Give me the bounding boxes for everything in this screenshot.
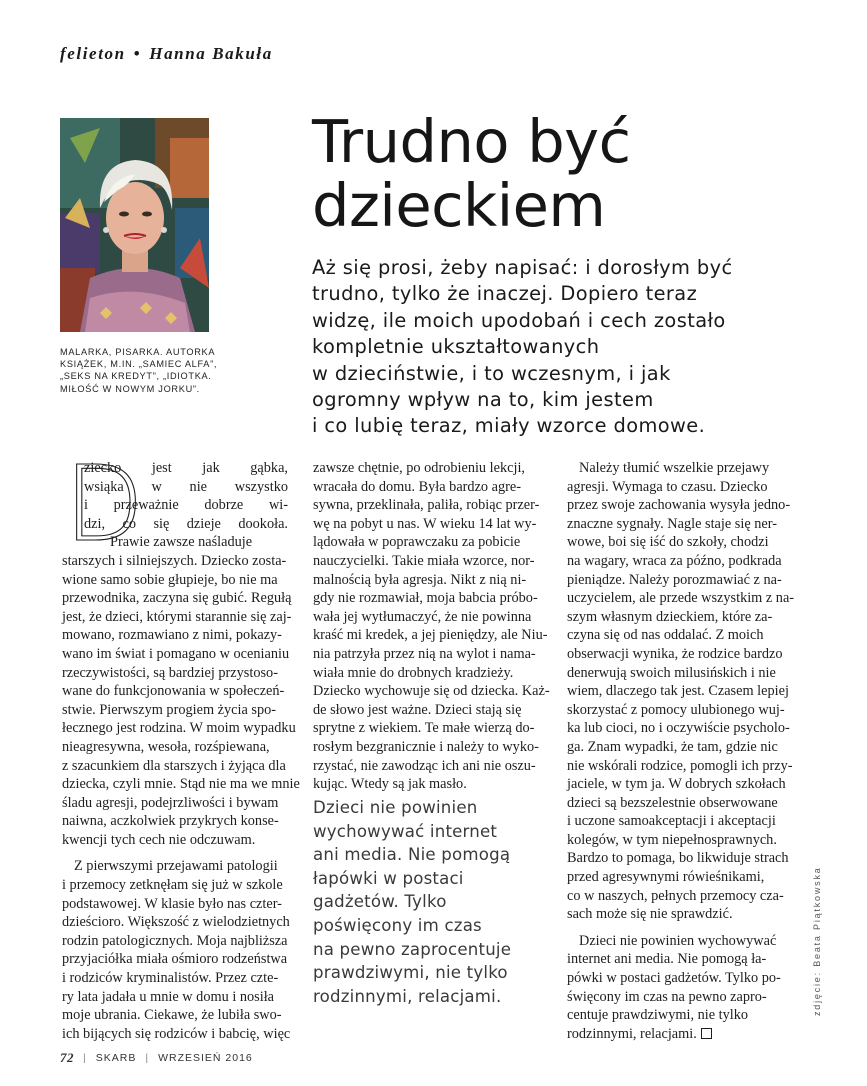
body-line: ich bijących się rodziców i babcię, więc [62, 1025, 291, 1042]
title-line: dzieckiem [312, 171, 606, 240]
body-column-2 [313, 459, 550, 794]
caption-line: „SEKS NA KREDYT”, „IDIOTKA. [60, 371, 212, 382]
body-line: łecznego jest rodzina. W moim wypadku [62, 720, 296, 737]
lead-line: w dzieciństwie, i to wczesnym, i jak [312, 361, 671, 385]
lead-line: Aż się prosi, żeby napisać: i dorosłym być [312, 256, 733, 279]
lead-line: trudno, tylko że inaczej. Dopiero teraz [312, 282, 698, 306]
body-line: i rodziców kryminalistów. Przez czte- [62, 970, 279, 987]
body-line: ka lub cioci, no i oczywiście psycholo- [567, 720, 790, 737]
body-line: denerwują swoich milusińskich i nie [567, 664, 776, 681]
footer-divider: | [83, 1052, 87, 1064]
title-line: Trudno być [312, 107, 631, 176]
lead-line: ogromny wpływ na to, kim jestem [312, 388, 654, 412]
body-line: wiała mnie do drobnych kradzieży. [313, 664, 514, 681]
issue-date: WRZESIEŃ 2016 [158, 1052, 253, 1064]
body-line: sprytne z wiekiem. Te małe wierzą do- [313, 720, 535, 737]
body-line: wano im świat i pomagano w ocenianiu [62, 645, 290, 662]
body-line: dzi, co się dzieje dookoła. [84, 515, 288, 532]
body-line: jest, że dzieci, którymi starannie się zaj- [62, 608, 292, 625]
lead-line: i co lubię teraz, miały wzorce domowe. [312, 414, 706, 438]
author-portrait [60, 118, 209, 332]
body-line: sywna, przeklinała, paliła, robiąc przer- [313, 497, 540, 514]
body-line: sach może się nie sprawdzić. [567, 906, 733, 923]
body-line: wiem, dlaczego tak jest. Czasem lepiej [567, 683, 789, 700]
body-line: dzieci są bezszelestnie obserwowane [567, 794, 778, 811]
body-line: ga. Znam wypadki, że tam, gdzie nic [567, 738, 778, 755]
body-line: rodzin patologicznych. Moja najbliższa [62, 932, 288, 949]
end-mark-icon [701, 1028, 712, 1039]
body-line: lądowała w poprawczaku za pobicie [313, 534, 521, 551]
body-line: stwie. Pierwszym progiem życia spo- [62, 701, 277, 718]
body-line: nie wskórali rodzice, pomogli ich przy- [567, 757, 793, 774]
pull-quote-line: gadżetów. Tylko [313, 892, 447, 912]
pull-quote-line: prawdziwymi, nie tylko [313, 963, 508, 983]
body-line: kując. Wtedy są jak masło. [313, 776, 467, 793]
body-line: Dziecko wychowuje się od dziecka. Każ- [313, 683, 550, 700]
body-line: kwencji tych cech nie odczuwam. [62, 831, 256, 848]
pull-quote-line: rodzinnymi, relacjami. [313, 986, 502, 1006]
section-header [60, 44, 273, 64]
page-footer [60, 1050, 253, 1066]
body-line: obserwacji wynika, że rodzice bardzo [567, 645, 783, 662]
body-column-3 [567, 459, 793, 1043]
body-line: kraść mi kredek, a jej pieniędzy, ale Niu- [313, 627, 548, 644]
body-line: Dzieci nie powinien wychowywać [579, 932, 777, 949]
body-line: zawsze chętnie, po odrobieniu lekcji, [313, 460, 525, 476]
body-line: Z pierwszymi przejawami patologii [74, 858, 278, 875]
body-line: mowano, rozmawiano z nimi, pokazy- [62, 627, 282, 644]
body-line: znaczne sygnały. Nagle staje się ner- [567, 515, 777, 532]
caption-line: MALARKA, PISARKA. AUTORKA [60, 347, 216, 357]
body-line: przyjaciółka miała ośmioro rodzeństwa [62, 951, 288, 968]
body-line: rosłym bezgranicznie i należy to wyko- [313, 738, 539, 755]
body-line: nieagresywna, wesoła, rozśpiewana, [62, 738, 270, 755]
author-name: Hanna Bakuła [149, 44, 273, 63]
body-line: na wagary, wraca za późno, podkrada [567, 552, 782, 569]
footer-divider: | [145, 1052, 150, 1064]
body-line: gdy nie rozmawiał, moja babcia próbo- [313, 590, 538, 607]
body-line: czyna się od nas oddalać. Z moich [567, 627, 764, 644]
body-line: i uczone samoakceptacji i akceptacji [567, 813, 776, 830]
drop-cap-letter: D [64, 458, 142, 546]
body-line: wowe, boi się iść do szkoły, chodzi [567, 534, 769, 551]
body-line: wracała do domu. Była bardzo agre- [313, 478, 522, 495]
body-line: pówki w postaci gadżetów. Tylko po- [567, 970, 781, 987]
body-line: dzieścioro. Większość z wielodzietnych [62, 914, 290, 931]
body-line: naiwna, aczkolwiek przykrych konse- [62, 813, 279, 830]
magazine-name: SKARB [95, 1052, 137, 1064]
lead-line: kompletnie ukształtowanych [312, 335, 600, 359]
body-line: śladu agresji, podejrzliwości i bywam [62, 794, 279, 811]
pull-quote-line: ani media. Nie pomogą [313, 845, 511, 865]
body-line: uczycielem, ale przede wszystkim z na- [567, 590, 795, 607]
page-number: 72 [60, 1050, 74, 1065]
body-line: malnością była agresja. Nikt z nią ni- [313, 571, 527, 588]
body-line: wę na pobyt u nas. W wieku 14 lat wy- [313, 515, 537, 532]
body-line: przed agresywnymi rówieśnikami, [567, 869, 765, 886]
body-line: de słowo jest ważne. Dzieci stają się [313, 701, 522, 718]
body-line: moje ubrania. Ciekawe, że lubiła swo- [62, 1007, 282, 1024]
body-line: jaciele, w tym ja. W dobrych szkołach [567, 776, 786, 793]
body-line: święcony im czas na pewno zapro- [567, 988, 767, 1005]
body-line: szym własnym dzieckiem, które za- [567, 608, 773, 625]
body-line: nauczycielki. Takie miała wzorce, nor- [313, 552, 535, 569]
body-line: wane do funkcjonowania w społeczeń- [62, 683, 285, 700]
pull-quote-line: na pewno zaprocentuje [313, 939, 512, 959]
body-line: przewodnika, zaczyna się gubić. Regułą [62, 590, 292, 607]
body-line: dziecka, czyli mnie. Stąd nie ma we mnie [62, 776, 300, 793]
pull-quote-line: Dzieci nie powinien [313, 798, 478, 817]
body-line: skorzystać z pomocy ulubionego wuj- [567, 701, 785, 718]
body-line: wione samo sobie głupieje, bo nie ma [62, 571, 278, 588]
pull-quote-line: łapówki w postaci [313, 868, 464, 888]
body-line: co w naszych, pełnych przemocy cza- [567, 887, 784, 904]
article-lead [312, 255, 782, 440]
body-line: agresji. Wymaga to czasu. Dziecko [567, 478, 768, 495]
lead-line: widzę, ile moich upodobań i cech zostało [312, 308, 726, 332]
body-line: ziecko jest jak gąbka, [84, 460, 288, 476]
caption-line: MIŁOŚĆ W NOWYM JORKU”. [60, 383, 200, 394]
body-line: internet ani media. Nie pomogą ła- [567, 951, 767, 968]
body-line: pieniądze. Należy porozmawiać z na- [567, 571, 782, 588]
section-label: felieton [60, 44, 126, 63]
body-line: rzeczywistości, są bardziej przystoso- [62, 664, 278, 681]
caption-line: KSIĄŻEK, M.IN. „SAMIEC ALFA”, [60, 359, 218, 370]
pull-quote-line: wychowywać internet [313, 821, 498, 841]
body-line: kolegów, w tym niepełnosprawnych. [567, 831, 777, 848]
body-line: Prawie zawsze naśladuje [110, 534, 253, 551]
body-line: podstawowej. W klasie było nas czter- [62, 895, 282, 912]
body-line: rzystać, nie zawodząc ich ani nie oszu- [313, 757, 536, 774]
body-line: starszych i silniejszych. Dziecko zosta- [62, 552, 287, 569]
body-line: wała jej wytłumaczyć, że nie powinna [313, 608, 532, 625]
body-line: nia patrzyła przez nią na wylot i nama- [313, 645, 536, 662]
article-title [312, 107, 631, 240]
photo-credit: zdjęcie: Beata Piątkowska [812, 866, 822, 1016]
body-line: Należy tłumić wszelkie przejawy [579, 460, 770, 476]
body-line: rodzinnymi, relacjami. [567, 1025, 793, 1044]
body-line: i przemocy zetknęłam się już w szkole [62, 877, 283, 894]
header-separator: • [133, 44, 142, 63]
pull-quote [313, 796, 543, 1008]
body-line: ry lata jadała u mnie w domu i nosiła [62, 988, 275, 1005]
body-line: wsiąka w nie wszystko [84, 478, 288, 495]
pull-quote-line: poświęcony im czas [313, 915, 482, 935]
body-line: Bardzo to pomaga, bo likwiduje strach [567, 850, 789, 867]
body-column-1 [62, 459, 300, 1043]
body-line: z szacunkiem dla starszych i żyjąca dla [62, 757, 286, 774]
body-line: przez swoje zachowania wysyła jedno- [567, 497, 791, 514]
body-line: i przeważnie dobrze wi- [84, 497, 288, 514]
body-line: centuje prawdziwymi, nie tylko [567, 1007, 749, 1024]
author-caption [60, 346, 250, 395]
